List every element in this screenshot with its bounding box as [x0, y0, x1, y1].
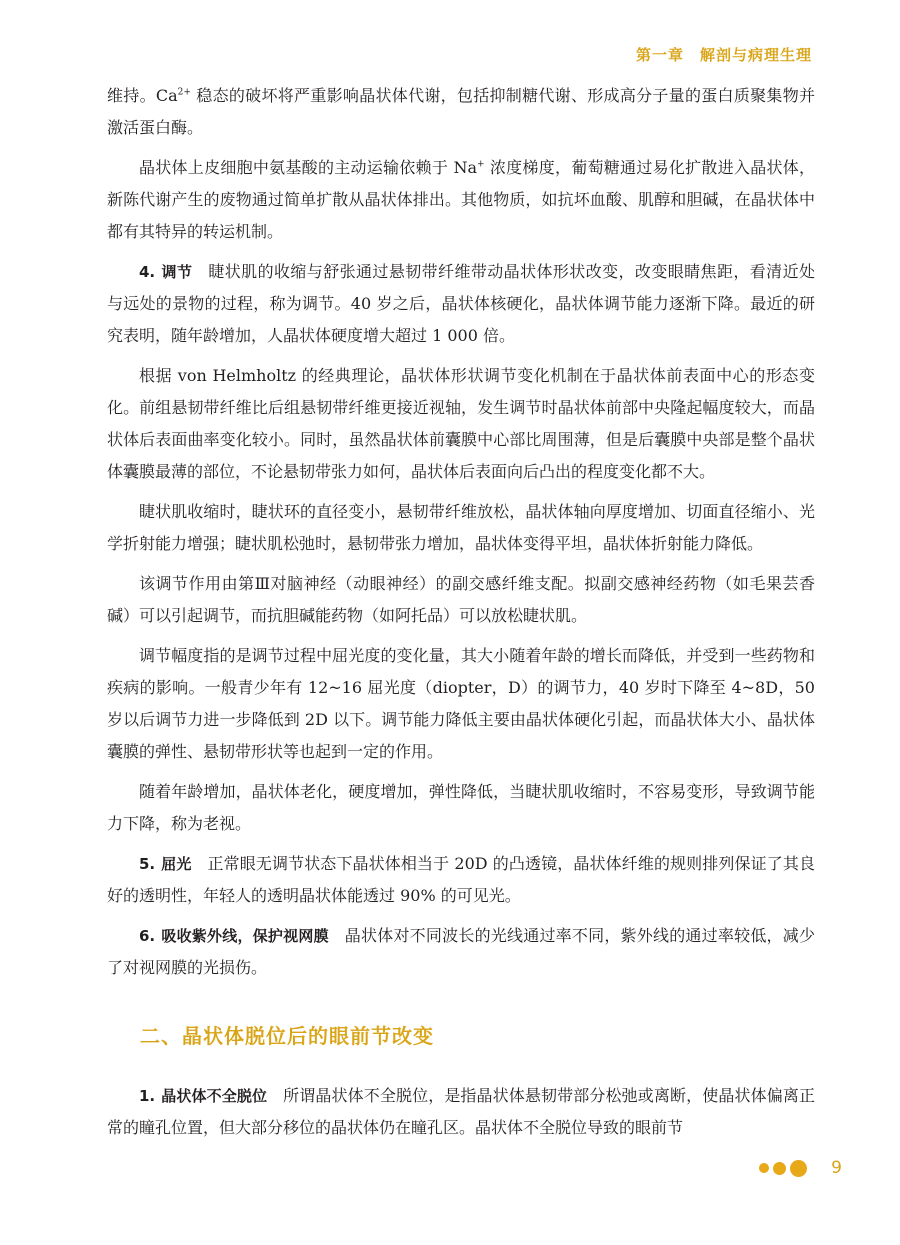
dot-icon	[773, 1162, 786, 1175]
paragraph-helmholtz: 根据 von Helmholtz 的经典理论，晶状体形状调节变化机制在于晶状体前表面中心的形态变化。前组悬韧带纤维比后组悬韧带纤维更接近视轴，发生调节时晶状体前部中央隆起幅度较大，而晶状体后表面曲率变化较小。同时，虽然晶状体前囊膜中心部比周围薄，但是后囊膜中央部是整个晶状体囊膜最薄的部位，不论悬韧带张力如何，晶状体后表面向后凸出的程度变化都不大。	[107, 366, 815, 481]
paragraph-presbyopia: 随着年龄增加，晶状体老化，硬度增加，弹性降低，当睫状肌收缩时，不容易变形，导致调节能力下降，称为老视。	[107, 782, 815, 833]
paragraph-refraction: 5. 屈光 正常眼无调节状态下晶状体相当于 20D 的凸透镜，晶状体纤维的规则排列保证了其良好的透明性，年轻人的透明晶状体能透过 90% 的可见光。	[107, 854, 815, 905]
paragraph-subluxation: 1. 晶状体不全脱位 所谓晶状体不全脱位，是指晶状体悬韧带部分松弛或离断，使晶状体偏离正常的瞳孔位置，但大部分移位的晶状体仍在瞳孔区。晶状体不全脱位导致的眼前节	[107, 1086, 815, 1137]
section-title: 二、晶状体脱位后的眼前节改变	[140, 1024, 434, 1048]
running-header: 第一章 解剖与病理生理	[635, 46, 812, 64]
paragraph-amplitude: 调节幅度指的是调节过程中屈光度的变化量，其大小随着年龄的增长而降低，并受到一些药物和疾病的影响。一般青少年有 12~16 屈光度（diopter，D）的调节力，40 岁时下降至 4~8D，50 岁以后调节力进一步降低到 2D 以下。调节能力降低主要由晶状体硬化引起，而晶状体大小、晶状体囊膜的弹性、悬韧带形状等也起到一定的作用。	[107, 646, 815, 761]
subheading-accommodation: 4. 调节	[139, 263, 193, 281]
paragraph-nerve: 该调节作用由第Ⅲ对脑神经（动眼神经）的副交感纤维支配。拟副交感神经药物（如毛果芸香碱）可以引起调节，而抗胆碱能药物（如阿托品）可以放松睫状肌。	[107, 574, 815, 625]
paragraph-uv: 6. 吸收紫外线，保护视网膜 晶状体对不同波长的光线通过率不同，紫外线的通过率较低，减少了对视网膜的光损伤。	[107, 926, 815, 977]
page-footer	[759, 1158, 842, 1178]
dot-icon	[790, 1160, 807, 1177]
subheading-uv: 6. 吸收紫外线，保护视网膜	[139, 927, 329, 945]
body-text-2	[107, 1080, 815, 1152]
paragraph-transport: 晶状体上皮细胞中氨基酸的主动运输依赖于 Na+ 浓度梯度，葡萄糖通过易化扩散进入晶状体，新陈代谢产生的废物通过简单扩散从晶状体排出。其他物质，如抗坏血酸、肌醇和胆碱，在晶状体中都有其特异的转运机制。	[107, 158, 815, 241]
paragraph-accommodation: 4. 调节 睫状肌的收缩与舒张通过悬韧带纤维带动晶状体形状改变，改变眼睛焦距，看清近处与远处的景物的过程，称为调节。40 岁之后，晶状体核硬化，晶状体调节能力逐渐下降。最近的研究表明，随年龄增加，人晶状体硬度增大超过 1 000 倍。	[107, 262, 815, 345]
dot-icon	[759, 1163, 769, 1173]
body-text	[107, 80, 815, 992]
page-number: 9	[831, 1158, 842, 1178]
subheading-subluxation: 1. 晶状体不全脱位	[139, 1087, 268, 1105]
paragraph-calcium: 维持。$Ca^{2+}$ 稳态的破坏将严重影响晶状体代谢，包括抑制糖代谢、形成高分子量的蛋白质聚集物并激活蛋白酶。	[107, 86, 815, 137]
paragraph-ciliary: 睫状肌收缩时，睫状环的直径变小，悬韧带纤维放松，晶状体轴向厚度增加、切面直径缩小、光学折射能力增强；睫状肌松弛时，悬韧带张力增加，晶状体变得平坦，晶状体折射能力降低。	[107, 502, 815, 553]
subheading-refraction: 5. 屈光	[139, 855, 192, 873]
